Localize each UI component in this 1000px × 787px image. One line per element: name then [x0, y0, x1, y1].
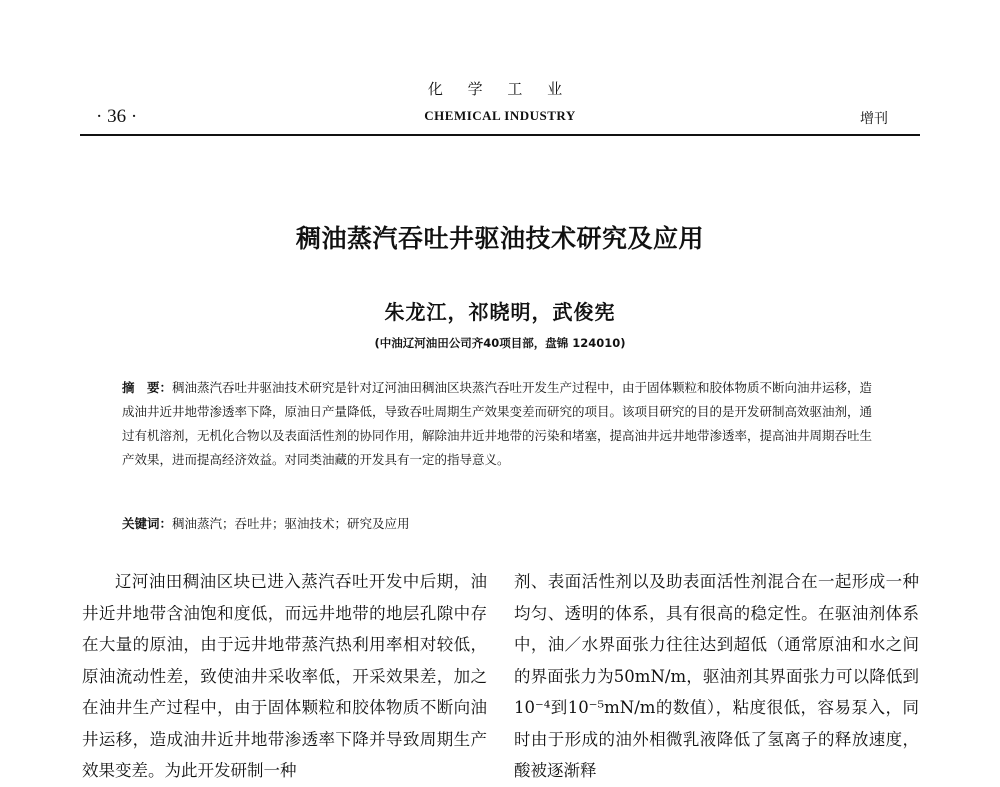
article-affiliation: (中油辽河油田公司齐40项目部，盘锦 124010): [374, 336, 626, 350]
abstract-label: 摘 要：: [122, 380, 173, 395]
abstract-text: 稠油蒸汽吞吐井驱油技术研究是针对辽河油田稠油区块蒸汽吞吐开发生产过程中，由于固体颗粒和胶体物质不断向油井运移，造成油井近井地带渗透率下降，原油日产量降低，导致吞吐周期生产效果变差而研究的项目。该项目研究的目的是开发研制高效驱油剂，通过有机溶剂，无机化合物以及表面活性剂的协同作用，解除油井近井地带的污染和堵塞，提高油井远井地带渗透率，提高油井周期吞吐生产效果，进而提高经济效益。对同类油藏的开发具有一定的指导意义。: [122, 380, 873, 467]
body-column-right: [514, 566, 919, 787]
journal-name-cn: 化 学 工 业: [427, 80, 573, 98]
abstract: [122, 376, 882, 472]
article-authors: 朱龙江，祁晓明，武俊宪: [384, 300, 616, 324]
keywords: [122, 512, 882, 536]
header-rule: [80, 134, 920, 136]
body-column-left: [82, 566, 487, 787]
keywords-text: 稠油蒸汽；吞吐井；驱油技术；研究及应用: [172, 516, 410, 531]
body-paragraph: 剂、表面活性剂以及助表面活性剂混合在一起形成一种均匀、透明的体系，具有很高的稳定性。在驱油剂体系中，油／水界面张力往往达到超低（通常原油和水之间的界面张力为50mN/m，驱油剂其界面张力可以降低到10⁻⁴到10⁻⁵mN/m的数值），粘度很低，容易泵入，同时由于形成的油外相微乳液降低了氢离子的释放速度，酸被逐渐释: [514, 572, 919, 780]
body-paragraph: 辽河油田稠油区块已进入蒸汽吞吐开发中后期，油井近井地带含油饱和度低，而远井地带的地层孔隙中存在大量的原油，由于远井地带蒸汽热利用率相对较低，原油流动性差，致使油井采收率低，开采效果差，加之在油井生产过程中，由于固体颗粒和胶体物质不断向油井运移，造成油井近井地带渗透率下降并导致周期生产效果变差。为此开发研制一种: [82, 572, 487, 780]
issue-label: 增刊: [860, 111, 888, 127]
page-number: · 36 ·: [96, 106, 138, 127]
article-title: 稠油蒸汽吞吐井驱油技术研究及应用: [295, 224, 704, 253]
keywords-label: 关键词：: [122, 516, 173, 531]
journal-name-en: CHEMICAL INDUSTRY: [424, 108, 576, 123]
